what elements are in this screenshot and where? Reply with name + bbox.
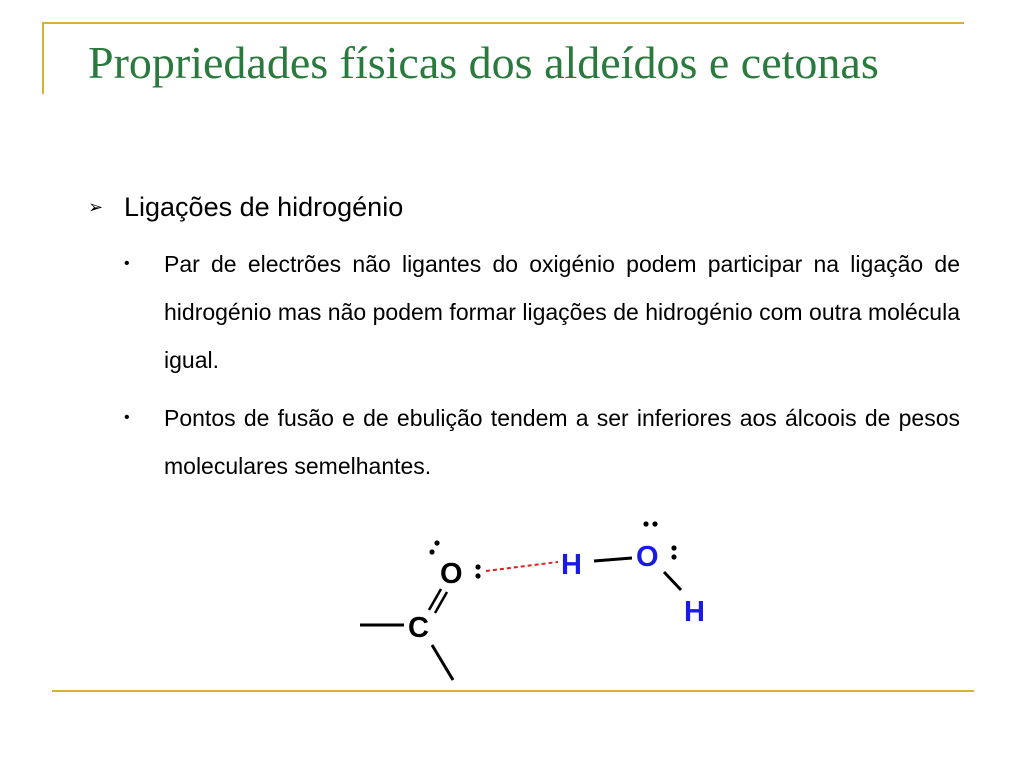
lone-pair-dot <box>429 549 434 554</box>
lone-pair-dot <box>671 545 676 550</box>
carbon-atom: C <box>408 612 429 644</box>
hydrogen-atom-bonded: H <box>561 549 582 581</box>
lone-pair-dot <box>643 521 648 526</box>
sub-bullet-text-2: Pontos de fusão e de ebulição tendem a ser inferiores aos álcoois de pesos moleculares semelhantes. <box>164 405 960 479</box>
slide-title: Propriedades físicas dos aldeídos e cetonas <box>88 37 879 88</box>
hydrogen-bond-line <box>486 562 558 571</box>
frame-bottom-line <box>52 690 974 692</box>
bond-h-o <box>594 558 632 561</box>
lone-pair-dot <box>475 564 480 569</box>
bond-o-h <box>664 572 681 590</box>
dot-bullet-icon: • <box>124 409 130 426</box>
hydrogen-atom-terminal: H <box>684 596 705 628</box>
carbonyl-oxygen-atom: O <box>440 558 463 590</box>
lone-pair-dot <box>475 573 480 578</box>
lone-pair-dot <box>652 521 657 526</box>
dot-bullet-icon: • <box>124 255 130 272</box>
arrow-bullet-icon: ➢ <box>88 197 104 217</box>
sub-bullet-text-1: Par de electrões não ligantes do oxigénio podem participar na ligação de hidrogénio mas não podem formar ligações de hidrogénio com outra molécula igual. <box>164 251 960 373</box>
lone-pair-dot <box>434 540 439 545</box>
water-oxygen-atom: O <box>636 541 659 573</box>
lone-pair-dot <box>671 554 676 559</box>
section-heading: Ligações de hidrogénio <box>124 192 404 222</box>
bond-lower-right <box>432 645 453 680</box>
